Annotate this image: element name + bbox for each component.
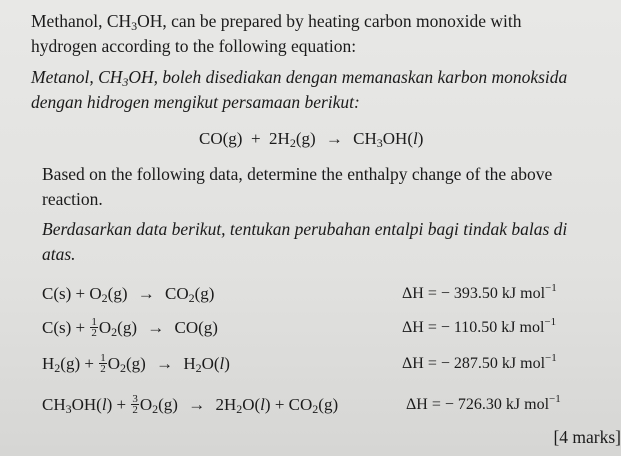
question-english-line-1: Methanol, $CH_3OH$, can be prepared by heating carbon monoxide with — [31, 11, 522, 33]
delta-h-3: ΔH = − 287.50 kJ mol$^{-1}$ — [402, 352, 557, 372]
instruction-english-line-2: reaction. — [42, 189, 103, 209]
instruction-english-line-1: Based on the following data, determine the enthalpy change of the above — [42, 164, 553, 184]
delta-h-4: ΔH = − 726.30 kJ mol$^{-1}$ — [406, 393, 561, 413]
data-equation-4: $CH_3OH(l)$ + $\frac{3}{2}$ $O_2(g) \to 2H_2O(l) + CO_2(g)$ — [42, 392, 339, 416]
instruction-malay-line-2: atas. — [42, 244, 76, 264]
data-equation-2: C(s) + $\frac{1}{2}$ $O_2(g) \to CO(g)$ — [42, 315, 218, 339]
delta-h-1: ΔH = − 393.50 kJ mol$^{-1}$ — [402, 282, 557, 302]
question-malay-line-2: dengan hidrogen mengikut persamaan berikut: — [31, 92, 360, 112]
delta-h-2: ΔH = − 110.50 kJ mol$^{-1}$ — [402, 316, 557, 336]
instruction-malay-line-1: Berdasarkan data berikut, tentukan perubahan entalpi bagi tindak balas di — [42, 219, 568, 239]
marks-label: [4 marks] — [553, 427, 621, 447]
data-equation-1: $C(s) + O_2(g) \to CO_2(g)$ — [42, 284, 215, 305]
question-malay-line-1: Metanol, $CH_3OH$, boleh disediakan dengan memanaskan karbon monoksida — [31, 67, 568, 89]
question-english-line-2: hydrogen according to the following equation: — [31, 36, 357, 56]
main-equation: $CO(g) + 2H_2(g) \to CH_3OH(l)$ — [199, 129, 424, 150]
data-equation-3: $H_2(g)$ + $\frac{1}{2}$ $O_2(g) \to H_2O(l)$ — [42, 351, 230, 375]
